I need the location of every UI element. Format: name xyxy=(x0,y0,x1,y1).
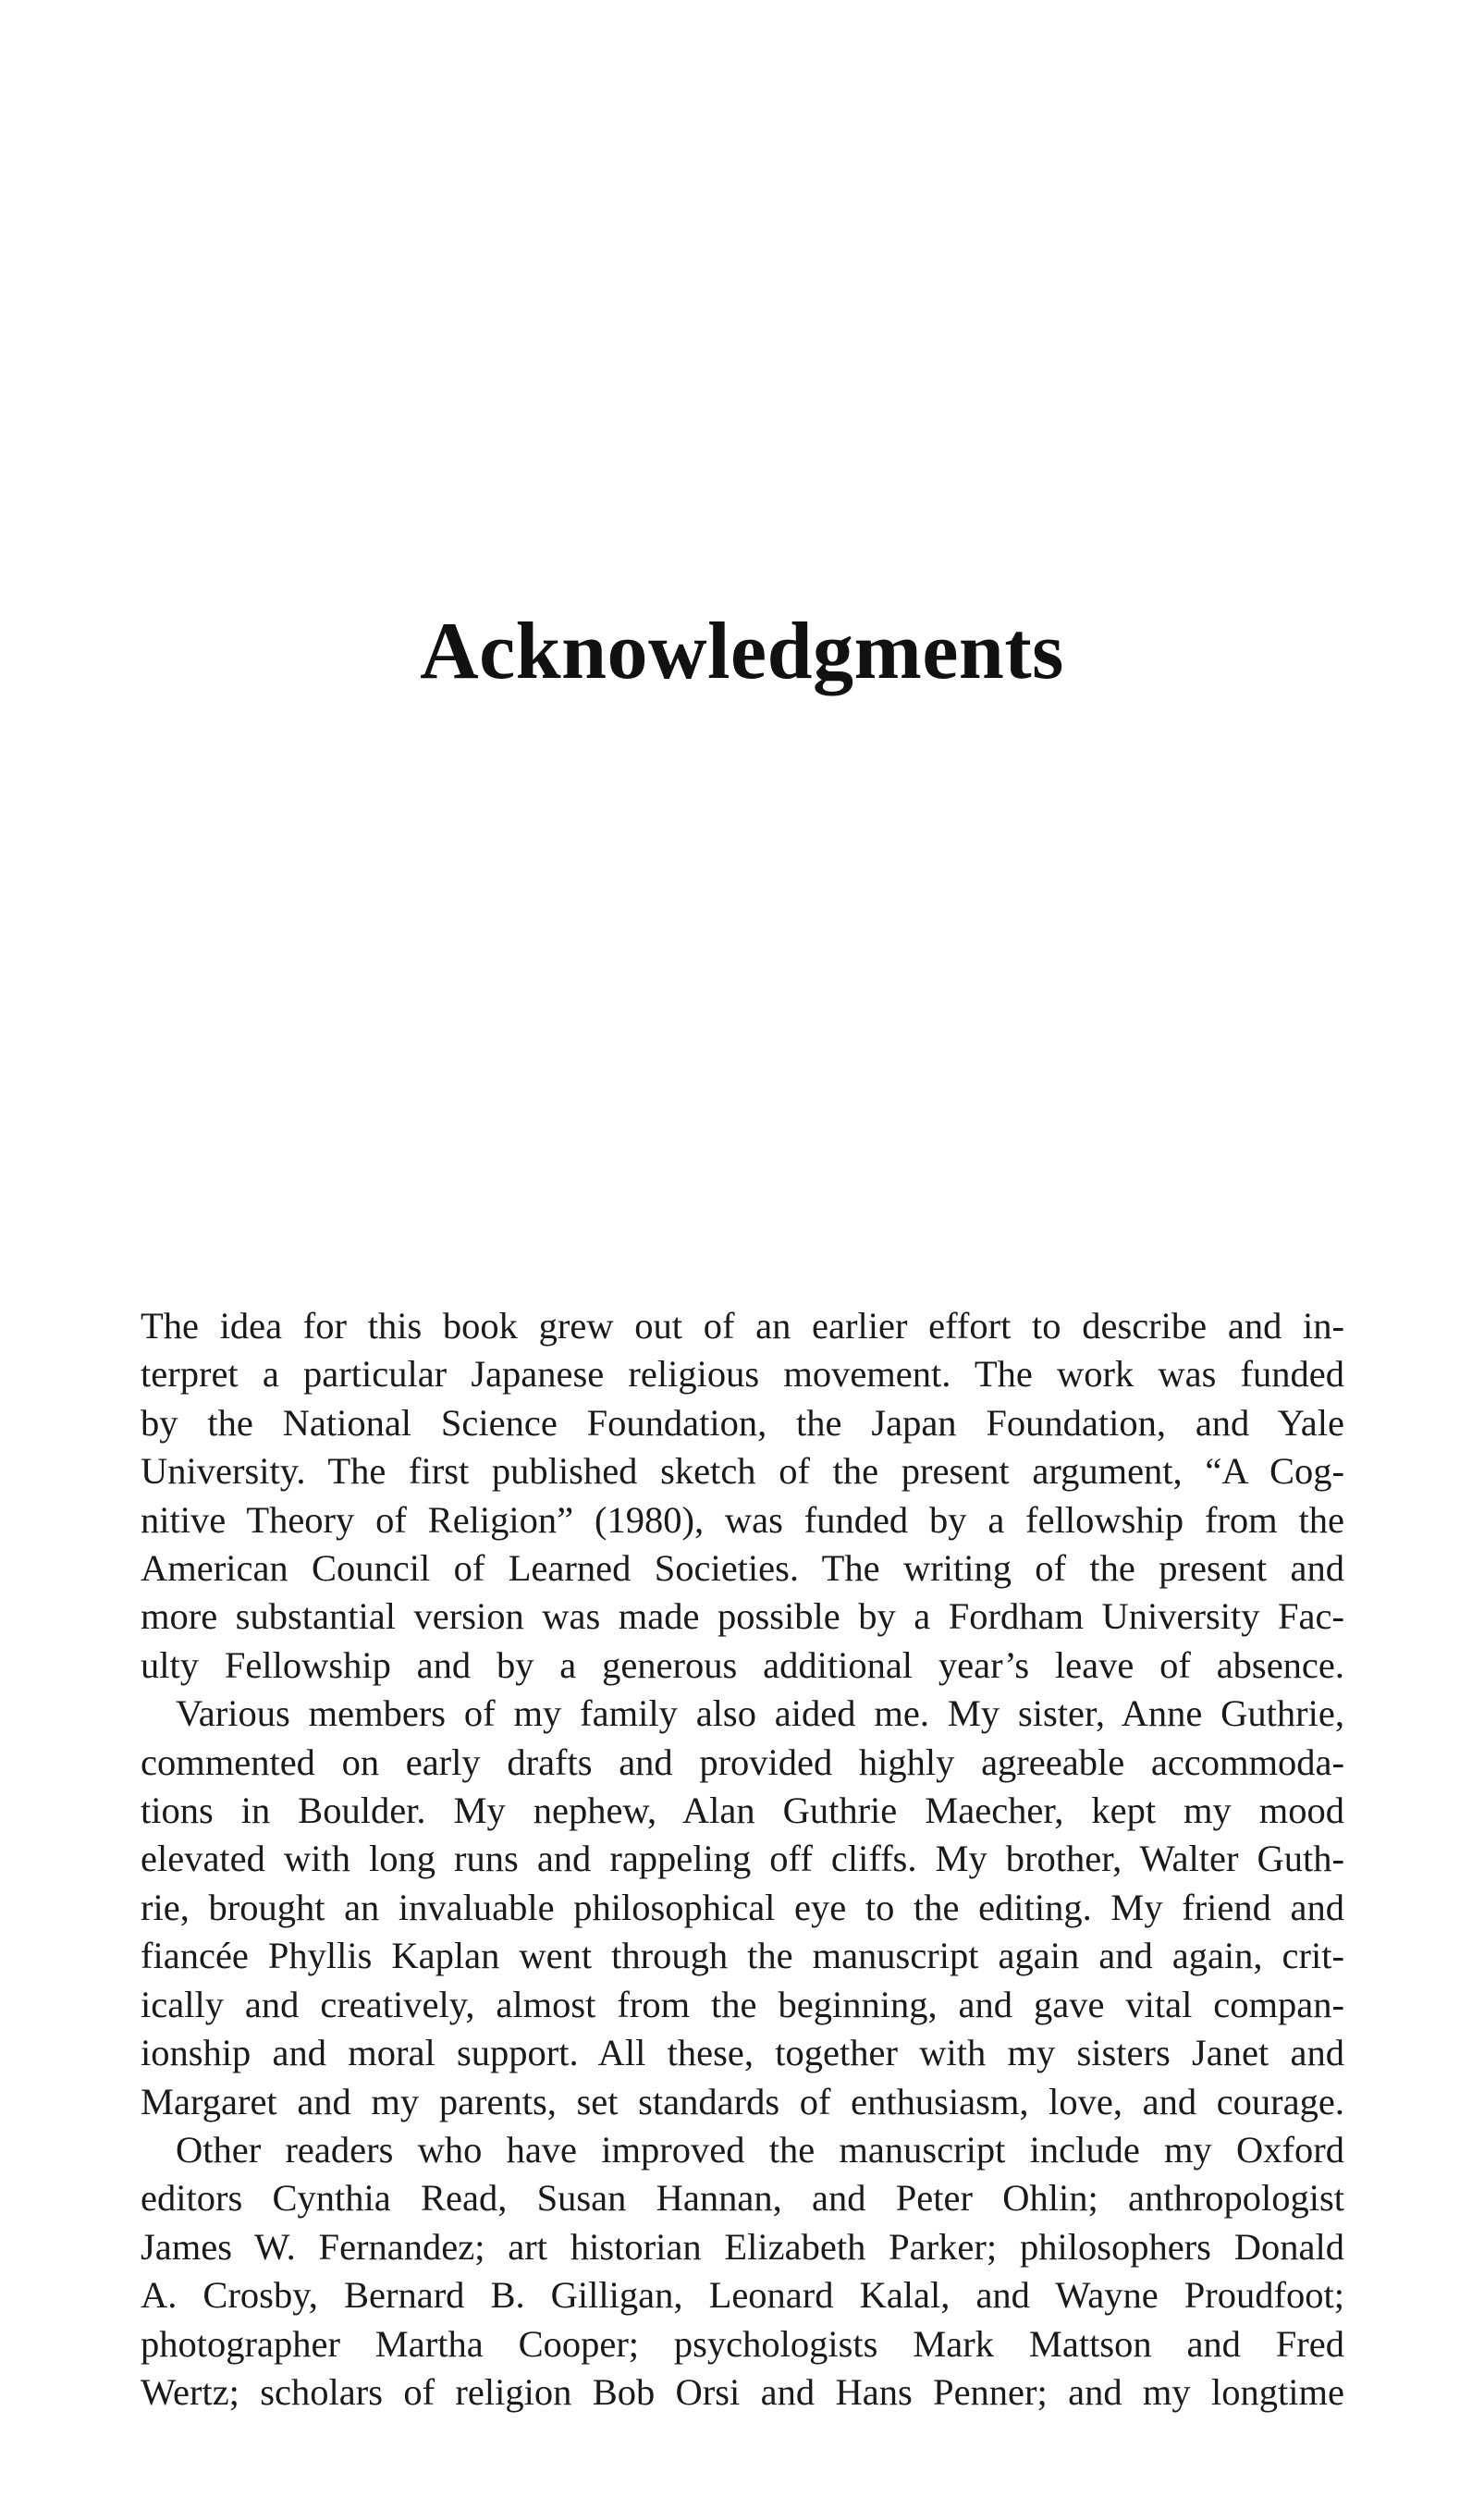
text-line: Wertz; scholars of religion Bob Orsi and Hans Penner; and my longtime xyxy=(141,2370,1344,2413)
body-text xyxy=(141,1302,1344,2417)
paragraph-readers xyxy=(141,2126,1344,2417)
page-title: Acknowledgments xyxy=(420,607,1064,696)
text-line: terpret a particular Japanese religious movement. The work was funded xyxy=(141,1353,1344,1396)
text-line: ulty Fellowship and by a generous additional year’s leave of absence. xyxy=(141,1643,1344,1686)
text-line: rie, brought an invaluable philosophical eye to the editing. My friend and xyxy=(141,1886,1344,1928)
text-line: James W. Fernandez; art historian Elizabeth Parker; philosophers Donald xyxy=(141,2225,1344,2268)
text-line: Other readers who have improved the manuscript include my Oxford xyxy=(176,2128,1344,2171)
text-line: The idea for this book grew out of an earlier effort to describe and in- xyxy=(141,1305,1344,1347)
text-line: A. Crosby, Bernard B. Gilligan, Leonard Kalal, and Wayne Proudfoot; xyxy=(141,2274,1344,2317)
text-line: tions in Boulder. My nephew, Alan Guthrie Maecher, kept my mood xyxy=(141,1790,1344,1832)
text-line: nitive Theory of Religion” (1980), was funded by a fellowship from the xyxy=(141,1498,1344,1541)
text-line: American Council of Learned Societies. The writing of the present and xyxy=(141,1547,1344,1590)
text-line: editors Cynthia Read, Susan Hannan, and Peter Ohlin; anthropologist xyxy=(141,2177,1344,2220)
text-line: elevated with long runs and rappeling off cliffs. My brother, Walter Guth- xyxy=(141,1838,1344,1880)
paragraph-family xyxy=(141,1690,1344,2126)
text-line: ically and creatively, almost from the beginning, and gave vital compan- xyxy=(141,1983,1344,2025)
text-line: University. The first published sketch of the present argument, “A Cog- xyxy=(141,1450,1344,1493)
paragraph-funding xyxy=(141,1302,1344,1690)
text-line: ionship and moral support. All these, together with my sisters Janet and xyxy=(141,2032,1344,2074)
text-line: Margaret and my parents, set standards of enthusiasm, love, and courage. xyxy=(141,2080,1344,2122)
text-line: photographer Martha Cooper; psychologists Mark Mattson and Fred xyxy=(141,2322,1344,2365)
text-line: fiancée Phyllis Kaplan went through the manuscript again and again, crit- xyxy=(141,1935,1344,1977)
text-line: Various members of my family also aided me. My sister, Anne Guthrie, xyxy=(176,1692,1344,1735)
text-line: more substantial version was made possible by a Fordham University Fac- xyxy=(141,1595,1344,1638)
text-line: commented on early drafts and provided highly agreeable accommoda- xyxy=(141,1741,1344,1783)
text-line: by the National Science Foundation, the Japan Foundation, and Yale xyxy=(141,1401,1344,1444)
